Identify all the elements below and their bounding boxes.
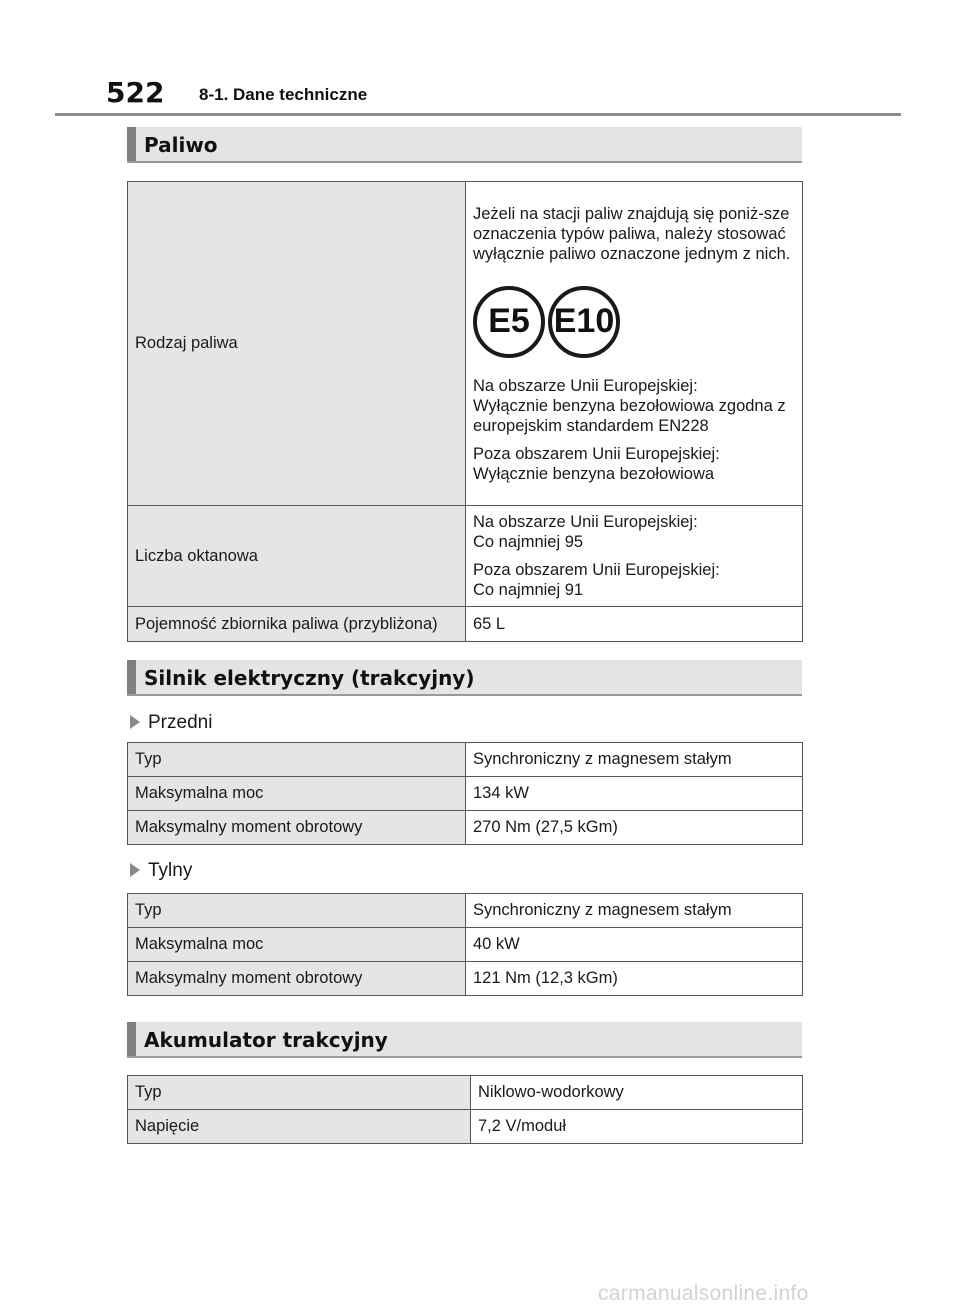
heading-accent-bar: [127, 660, 136, 694]
page-header: [0, 0, 960, 120]
section-heading-fuel: [127, 127, 802, 163]
fuel-type-eu-heading: Na obszarze Unii Europejskiej:: [473, 376, 698, 395]
subheading-front-label: Przedni: [148, 712, 213, 733]
table-row-octane: [128, 506, 803, 607]
heading-accent-bar: [127, 127, 136, 161]
table-row: [128, 962, 803, 996]
front-power-label: Maksymalna moc: [128, 777, 466, 811]
table-row: [128, 743, 803, 777]
front-motor-table: [127, 742, 803, 845]
section-heading-motor: [127, 660, 802, 696]
table-row: [128, 894, 803, 928]
table-row: [128, 928, 803, 962]
battery-voltage-value: 7,2 V/moduł: [471, 1110, 803, 1144]
tank-label: Pojemność zbiornika paliwa (przybliżona): [128, 607, 466, 642]
battery-voltage-label: Napięcie: [128, 1110, 471, 1144]
table-row: [128, 811, 803, 845]
fuel-type-non-eu-heading: Poza obszarem Unii Europejskiej:: [473, 444, 720, 463]
front-power-value: 134 kW: [466, 777, 803, 811]
front-type-value: Synchroniczny z magnesem stałym: [466, 743, 803, 777]
front-type-label: Typ: [128, 743, 466, 777]
fuel-badges: [473, 286, 795, 358]
tank-value: 65 L: [466, 607, 803, 642]
front-torque-label: Maksymalny moment obrotowy: [128, 811, 466, 845]
fuel-type-non-eu-text: Wyłącznie benzyna bezołowiowa: [473, 464, 715, 483]
section-title-fuel: Paliwo: [144, 133, 218, 157]
fuel-type-eu-text: Wyłącznie benzyna bezołowiowa zgodna z europejskim standardem EN228: [473, 396, 786, 435]
rear-power-label: Maksymalna moc: [128, 928, 466, 962]
octane-label: Liczba oktanowa: [128, 506, 466, 607]
table-row-tank: [128, 607, 803, 642]
table-row-fuel-type: [128, 182, 803, 506]
subheading-rear-label: Tylny: [148, 860, 193, 881]
section-title-battery: Akumulator trakcyjny: [144, 1028, 388, 1052]
rear-type-label: Typ: [128, 894, 466, 928]
battery-type-value: Niklowo-wodorkowy: [471, 1076, 803, 1110]
page-number: 522: [106, 76, 165, 109]
section-heading-battery: [127, 1022, 802, 1058]
battery-table: [127, 1075, 803, 1144]
octane-eu-heading: Na obszarze Unii Europejskiej:: [473, 513, 698, 531]
octane-non-eu-text: Co najmniej 91: [473, 581, 584, 599]
octane-non-eu-heading: Poza obszarem Unii Europejskiej:: [473, 561, 720, 579]
rear-torque-value: 121 Nm (12,3 kGm): [466, 962, 803, 996]
triangle-bullet-icon: [130, 863, 140, 877]
fuel-table: [127, 181, 803, 642]
rear-type-value: Synchroniczny z magnesem stałym: [466, 894, 803, 928]
watermark: carmanualsonline.info: [598, 1282, 809, 1305]
subheading-front: [130, 712, 212, 734]
octane-value: [466, 506, 803, 607]
section-title-motor: Silnik elektryczny (trakcyjny): [144, 666, 475, 690]
battery-type-label: Typ: [128, 1076, 471, 1110]
rear-motor-table: [127, 893, 803, 996]
section-reference: 8-1. Dane techniczne: [199, 85, 368, 104]
rear-power-value: 40 kW: [466, 928, 803, 962]
e10-fuel-badge-icon: E10: [548, 286, 620, 358]
table-row: [128, 1110, 803, 1144]
table-row: [128, 777, 803, 811]
subheading-rear: [130, 860, 192, 882]
fuel-type-intro: Jeżeli na stacji paliw znajdują się poniż-sze oznaczenia typów paliwa, należy stosować wyłącznie paliwo oznaczone jednym z nich.: [473, 204, 791, 263]
heading-accent-bar: [127, 1022, 136, 1056]
header-divider: [55, 113, 901, 116]
front-torque-value: 270 Nm (27,5 kGm): [466, 811, 803, 845]
triangle-bullet-icon: [130, 715, 140, 729]
octane-eu-text: Co najmniej 95: [473, 533, 584, 551]
fuel-type-label: Rodzaj paliwa: [128, 182, 466, 506]
table-row: [128, 1076, 803, 1110]
e5-fuel-badge-icon: E5: [473, 286, 545, 358]
fuel-type-value: [466, 182, 803, 506]
rear-torque-label: Maksymalny moment obrotowy: [128, 962, 466, 996]
